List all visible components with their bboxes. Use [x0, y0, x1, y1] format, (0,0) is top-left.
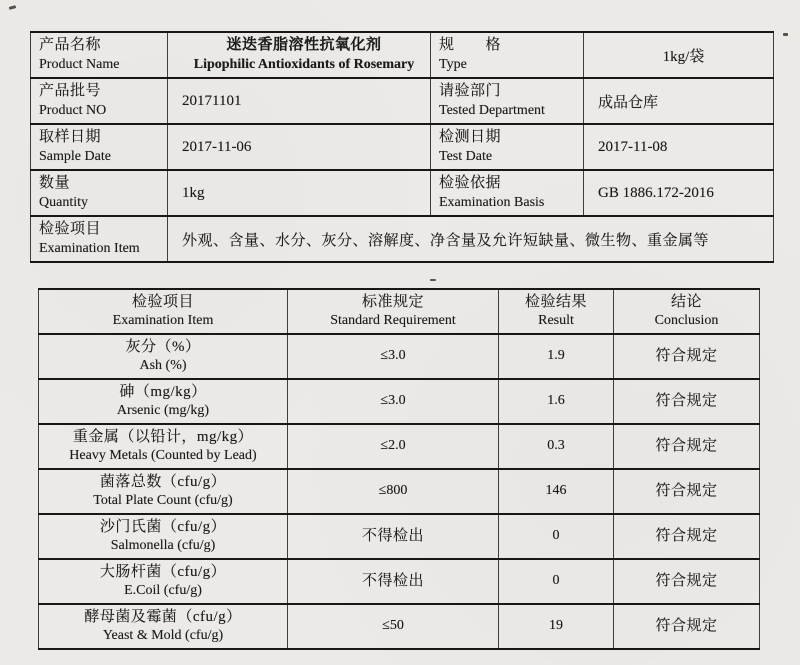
- product-name-zh: 迷迭香脂溶性抗氧化剂: [226, 37, 382, 53]
- table-row: [39, 379, 760, 424]
- label-zh: 检验依据: [439, 175, 502, 191]
- result-cell: 0.3: [499, 424, 614, 469]
- product-name-value-cell: [168, 32, 431, 78]
- item-zh: 灰分（%）: [125, 338, 201, 355]
- type-label-cell: [431, 32, 584, 78]
- item-en: Salmonella (cfu/g): [110, 538, 216, 554]
- label-en: Product NO: [39, 102, 107, 118]
- item-en: Arsenic (mg/kg): [116, 403, 210, 419]
- table-row: [39, 469, 760, 514]
- standard-cell: ≤3.0: [288, 334, 499, 379]
- test-date-value-cell: 2017-11-08: [584, 124, 774, 170]
- item-zh: 重金属（以铅计，mg/kg）: [72, 428, 254, 445]
- item-zh: 菌落总数（cfu/g）: [99, 473, 227, 490]
- examination-basis-label-cell: [431, 170, 584, 216]
- table-row: [39, 514, 760, 559]
- standard-cell: ≤2.0: [288, 424, 499, 469]
- type-value-cell: 1kg/袋: [584, 32, 774, 78]
- item-zh: 沙门氏菌（cfu/g）: [99, 518, 227, 535]
- product-name-en: Lipophilic Antioxidants of Rosemary: [193, 56, 415, 72]
- examination-item-label-cell: [31, 216, 168, 262]
- result-cell: 146: [499, 469, 614, 514]
- sample-date-label-cell: [31, 124, 168, 170]
- item-cell: [39, 604, 288, 649]
- tested-department-value-cell: 成品仓库: [584, 78, 774, 124]
- item-zh: 砷（mg/kg）: [119, 383, 207, 400]
- label-en: Quantity: [39, 194, 88, 210]
- examination-basis-value-cell: GB 1886.172-2016: [584, 170, 774, 216]
- label-zh: 产品批号: [39, 83, 102, 99]
- item-en: Total Plate Count (cfu/g): [93, 493, 233, 509]
- item-cell: [39, 424, 288, 469]
- product-info-table: [30, 31, 774, 263]
- result-cell: 0: [499, 559, 614, 604]
- header-en: Examination Item: [112, 313, 214, 329]
- label-en: Sample Date: [39, 148, 111, 164]
- header-zh: 检验项目: [131, 293, 194, 310]
- scan-artifact: [9, 5, 17, 10]
- header-conclusion: [614, 289, 760, 334]
- label-zh: 产品名称: [39, 37, 102, 53]
- table-row: [39, 424, 760, 469]
- table-row: [31, 78, 774, 124]
- table-row: [39, 604, 760, 649]
- standard-cell: ≤50: [288, 604, 499, 649]
- item-en: Ash (%): [139, 358, 187, 374]
- conclusion-cell: 符合规定: [614, 514, 760, 559]
- item-cell: [39, 514, 288, 559]
- label-zh: 数量: [39, 175, 71, 191]
- table-header-row: [39, 289, 760, 334]
- conclusion-cell: 符合规定: [614, 334, 760, 379]
- item-cell: [39, 379, 288, 424]
- result-cell: 1.9: [499, 334, 614, 379]
- item-en: Yeast & Mold (cfu/g): [102, 628, 224, 644]
- result-cell: 19: [499, 604, 614, 649]
- item-zh: 大肠杆菌（cfu/g）: [99, 563, 227, 580]
- quantity-label-cell: [31, 170, 168, 216]
- label-zh: 检测日期: [439, 129, 502, 145]
- table-row: [31, 216, 774, 262]
- product-name-label-cell: [31, 32, 168, 78]
- header-en: Conclusion: [654, 313, 719, 329]
- product-no-label-cell: [31, 78, 168, 124]
- header-zh: 结论: [670, 293, 702, 310]
- item-cell: [39, 469, 288, 514]
- quantity-value-cell: 1kg: [168, 170, 431, 216]
- scan-artifact: [783, 33, 788, 36]
- label-en: Tested Department: [439, 102, 545, 118]
- conclusion-cell: 符合规定: [614, 604, 760, 649]
- item-zh: 酵母菌及霉菌（cfu/g）: [84, 608, 242, 625]
- standard-cell: ≤800: [288, 469, 499, 514]
- table-row: [39, 334, 760, 379]
- product-no-value-cell: 20171101: [168, 78, 431, 124]
- examination-results-table: [38, 288, 760, 650]
- label-en: Product Name: [39, 56, 120, 72]
- test-date-label-cell: [431, 124, 584, 170]
- scan-artifact: [430, 279, 436, 281]
- result-cell: 1.6: [499, 379, 614, 424]
- item-cell: [39, 334, 288, 379]
- header-en: Standard Requirement: [330, 313, 456, 329]
- label-zh: 请验部门: [439, 83, 502, 99]
- standard-cell: ≤3.0: [288, 379, 499, 424]
- label-zh: 取样日期: [39, 129, 102, 145]
- header-en: Result: [538, 313, 574, 329]
- table-row: [39, 559, 760, 604]
- item-cell: [39, 559, 288, 604]
- header-examination-item: [39, 289, 288, 334]
- conclusion-cell: 符合规定: [614, 469, 760, 514]
- table-row: [31, 124, 774, 170]
- item-en: E.Coil (cfu/g): [124, 583, 202, 599]
- label-en: Examination Item: [39, 240, 140, 256]
- label-en: Type: [439, 56, 467, 72]
- label-zh: 检验项目: [39, 221, 102, 237]
- header-zh: 检验结果: [524, 293, 587, 310]
- table-row: [31, 170, 774, 216]
- standard-cell: 不得检出: [288, 559, 499, 604]
- header-result: [499, 289, 614, 334]
- item-en: Heavy Metals (Counted by Lead): [69, 448, 257, 464]
- header-standard-requirement: [288, 289, 499, 334]
- sample-date-value-cell: 2017-11-06: [168, 124, 431, 170]
- result-cell: 0: [499, 514, 614, 559]
- standard-cell: 不得检出: [288, 514, 499, 559]
- table-row: [31, 32, 774, 78]
- examination-item-value-cell: 外观、含量、水分、灰分、溶解度、净含量及允许短缺量、微生物、重金属等: [168, 216, 774, 262]
- conclusion-cell: 符合规定: [614, 424, 760, 469]
- header-zh: 标准规定: [361, 293, 424, 310]
- conclusion-cell: 符合规定: [614, 559, 760, 604]
- label-en: Test Date: [439, 148, 493, 164]
- label-en: Examination Basis: [439, 194, 545, 210]
- conclusion-cell: 符合规定: [614, 379, 760, 424]
- tested-department-label-cell: [431, 78, 584, 124]
- label-zh: 规 格: [439, 37, 502, 53]
